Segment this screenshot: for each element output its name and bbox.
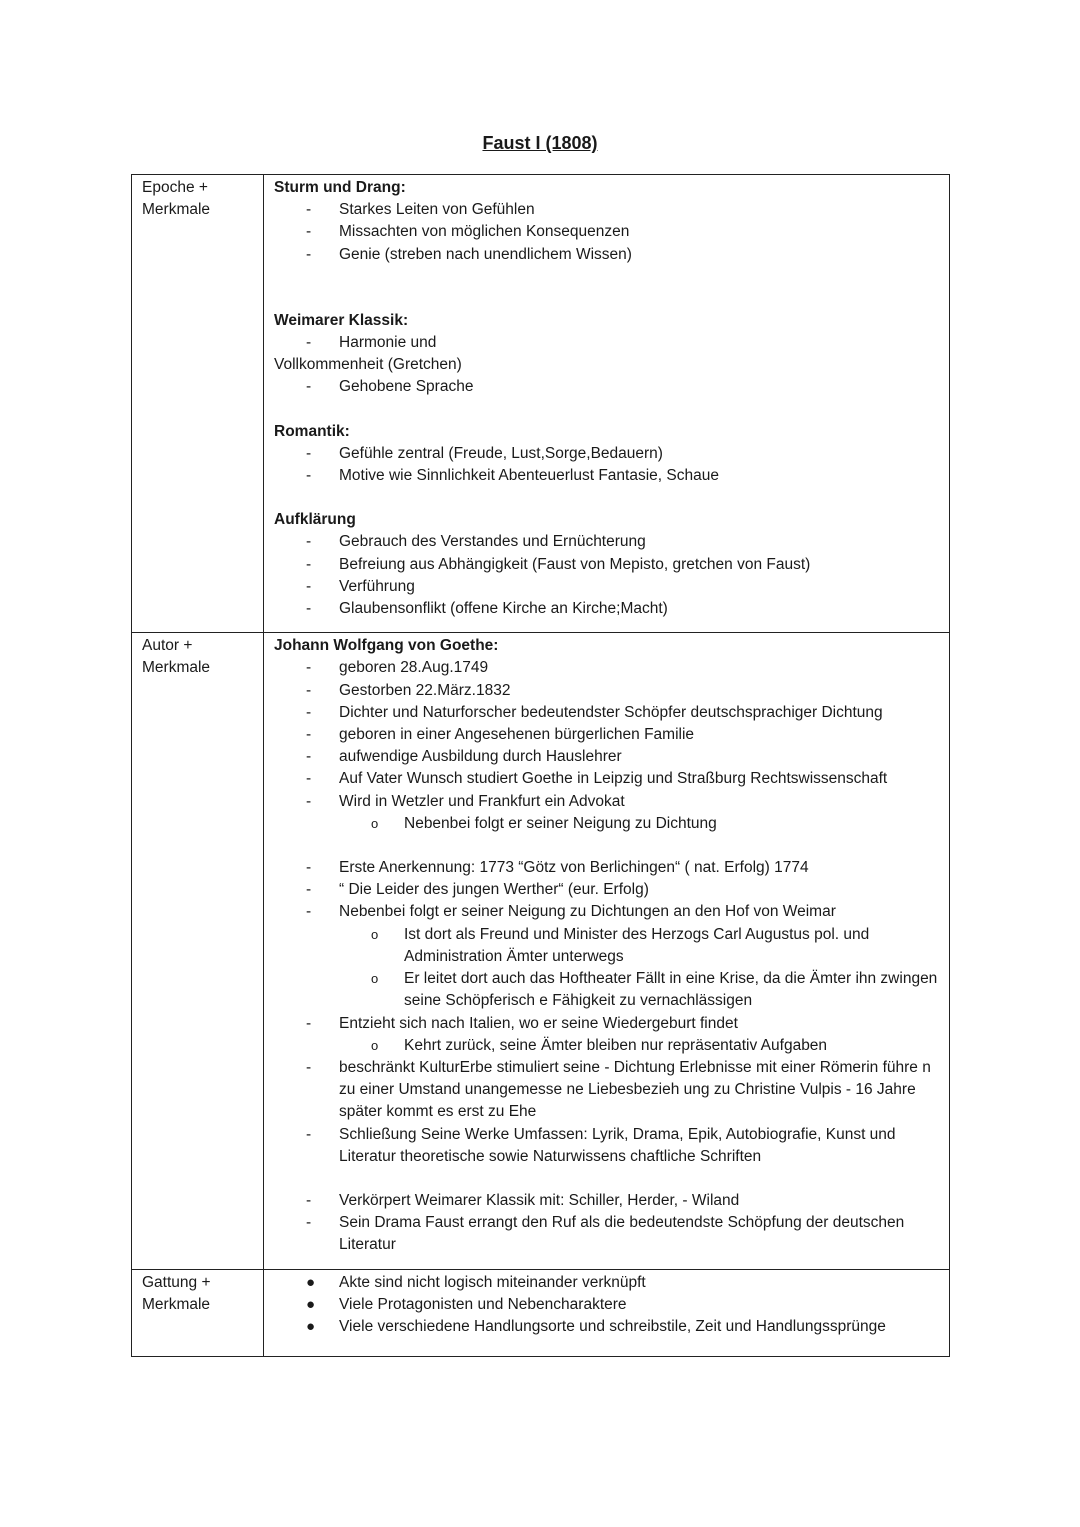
content-cell-epoche — [264, 175, 950, 633]
dash-marker: - — [306, 600, 312, 618]
dash-marker: - — [306, 770, 312, 788]
dash-marker: - — [306, 223, 312, 241]
list-item: ● Viele verschiedene Handlungsorte und schreibstile, Zeit und Handlungssprünge — [274, 1316, 941, 1338]
list-item: - Schließung Seine Werke Umfassen: Lyrik, Drama, Epik, Autobiografie, Kunst und Literatur theoretische sowie Naturwissens chaftliche Schriften — [306, 1125, 896, 1165]
list-item: - Gefühle zentral (Freude, Lust,Sorge,Bedauern) — [274, 443, 941, 465]
list-item: - Befreiung aus Abhängigkeit (Faust von Mepisto, gretchen von Faust) — [274, 554, 941, 576]
bullet-marker: ● — [306, 1295, 316, 1313]
label-line-2: Merkmale — [142, 201, 211, 219]
label-line-2: Merkmale — [142, 659, 211, 677]
dash-marker: - — [306, 881, 312, 899]
bullet-marker: ● — [306, 1317, 316, 1335]
dash-marker: - — [306, 577, 312, 595]
label-line-1: Autor + — [142, 637, 193, 655]
document-title — [0, 133, 1080, 154]
list-item: - aufwendige Ausbildung durch Hauslehrer — [274, 746, 941, 768]
circle-marker: o — [371, 815, 379, 831]
sub-list-item: o Er leitet dort auch das Hoftheater Fällt in eine Krise, da die Ämter ihn zwingen seine Schöpferisch e Fähigkeit zu vernachlässigen — [371, 970, 938, 1010]
list-item: ● Viele Protagonisten und Nebencharaktere — [274, 1294, 941, 1316]
faust-overview-table — [131, 174, 950, 1357]
circle-marker: o — [371, 1037, 379, 1053]
list-item: - Nebenbei folgt er seiner Neigung zu Dichtungen an den Hof von Weimar — [274, 901, 941, 923]
dash-marker: - — [306, 726, 312, 744]
document-title-text: Faust I (1808) — [482, 133, 598, 153]
list-item: - Wird in Wetzler und Frankfurt ein Advokat — [274, 791, 941, 813]
bullet-marker: ● — [306, 1273, 316, 1291]
dash-marker: - — [306, 903, 312, 921]
sub-list-item: o Kehrt zurück, seine Ämter bleiben nur repräsentativ Aufgaben — [274, 1035, 941, 1057]
label-line-2: Merkmale — [142, 1295, 211, 1313]
dash-marker: - — [306, 555, 312, 573]
list-item: - Starkes Leiten von Gefühlen — [274, 199, 941, 221]
list-item: ● Akte sind nicht logisch miteinander verknüpft — [274, 1272, 941, 1294]
label-line-1: Epoche + — [142, 179, 208, 196]
list-item: - geboren 28.Aug.1749 — [274, 657, 941, 679]
dash-marker: - — [306, 1058, 312, 1076]
dash-marker: - — [306, 467, 312, 485]
dash-marker: - — [306, 748, 312, 766]
table-row-epoche — [132, 175, 950, 633]
list-item: - Genie (streben nach unendlichem Wissen) — [274, 244, 941, 266]
table-row-gattung — [132, 1269, 950, 1357]
section-heading-aufklaerung: Aufklärung — [274, 511, 356, 529]
dash-marker: - — [306, 334, 312, 352]
dash-marker: - — [306, 444, 312, 462]
dash-marker: - — [306, 201, 312, 219]
circle-marker: o — [371, 971, 379, 987]
dash-marker: - — [306, 659, 312, 677]
dash-marker: - — [306, 792, 312, 810]
section-heading-weimarer-klassik: Weimarer Klassik: — [274, 311, 409, 329]
dash-marker: - — [306, 1214, 312, 1232]
list-item: - Dichter und Naturforscher bedeutendster Schöpfer deutschsprachiger Dichtung — [274, 702, 941, 724]
sub-list-item: o Nebenbei folgt er seiner Neigung zu Dichtung — [274, 813, 941, 835]
section-heading-sturm-und-drang: Sturm und Drang: — [274, 179, 406, 196]
label-cell-gattung — [132, 1269, 264, 1357]
list-item-continuation: Vollkommenheit (Gretchen) — [274, 356, 462, 374]
dash-marker: - — [306, 533, 312, 551]
list-item: - beschränkt KulturErbe stimuliert seine - Dichtung Erlebnisse mit einer Römerin führe n zu einer Umstand unangemesse ne Liebesbezieh ung zu Christine Vulpis - 16 Jahre später kommt es erst zu Ehe — [306, 1058, 931, 1121]
dash-marker: - — [306, 1014, 312, 1032]
list-item: - Auf Vater Wunsch studiert Goethe in Leipzig und Straßburg Rechtswissenschaft — [274, 768, 941, 790]
dash-marker: - — [306, 1125, 312, 1143]
list-item: - Missachten von möglichen Konsequenzen — [274, 221, 941, 243]
list-item: - Motive wie Sinnlichkeit Abenteuerlust Fantasie, Schaue — [274, 465, 941, 487]
section-heading-goethe: Johann Wolfgang von Goethe: — [274, 637, 499, 655]
label-cell-autor — [132, 633, 264, 1269]
list-item: - geboren in einer Angesehenen bürgerlichen Familie — [274, 724, 941, 746]
sub-list-item: o Ist dort als Freund und Minister des Herzogs Carl Augustus pol. und Administration Ämter unterwegs — [371, 925, 870, 965]
list-item: - Gestorben 22.März.1832 — [274, 680, 941, 702]
label-line-1: Gattung + — [142, 1273, 211, 1291]
list-item: - “ Die Leider des jungen Werther“ (eur. Erfolg) — [274, 879, 941, 901]
table-row-autor — [132, 633, 950, 1269]
dash-marker: - — [306, 1191, 312, 1209]
list-item: - Gehobene Sprache — [274, 376, 941, 398]
dash-marker: - — [306, 681, 312, 699]
list-item: - Entzieht sich nach Italien, wo er seine Wiedergeburt findet — [274, 1013, 941, 1035]
dash-marker: - — [306, 245, 312, 263]
dash-marker: - — [306, 859, 312, 877]
list-item: - Gebrauch des Verstandes und Ernüchterung — [274, 531, 941, 553]
content-cell-autor — [264, 633, 950, 1269]
content-cell-gattung — [264, 1269, 950, 1357]
list-item: - Verführung — [274, 576, 941, 598]
list-item: - Erste Anerkennung: 1773 “Götz von Berlichingen“ ( nat. Erfolg) 1774 — [274, 857, 941, 879]
list-item: - Harmonie und — [274, 332, 941, 354]
list-item: - Glaubensonflikt (offene Kirche an Kirche;Macht) — [274, 598, 941, 620]
section-heading-romantik: Romantik: — [274, 422, 350, 440]
dash-marker: - — [306, 378, 312, 396]
list-item: - Sein Drama Faust errangt den Ruf als die bedeutendste Schöpfung der deutschen Literatur — [306, 1214, 905, 1254]
circle-marker: o — [371, 926, 379, 942]
label-cell-epoche — [132, 175, 264, 633]
dash-marker: - — [306, 703, 312, 721]
list-item: - Verkörpert Weimarer Klassik mit: Schiller, Herder, - Wiland — [274, 1190, 941, 1212]
